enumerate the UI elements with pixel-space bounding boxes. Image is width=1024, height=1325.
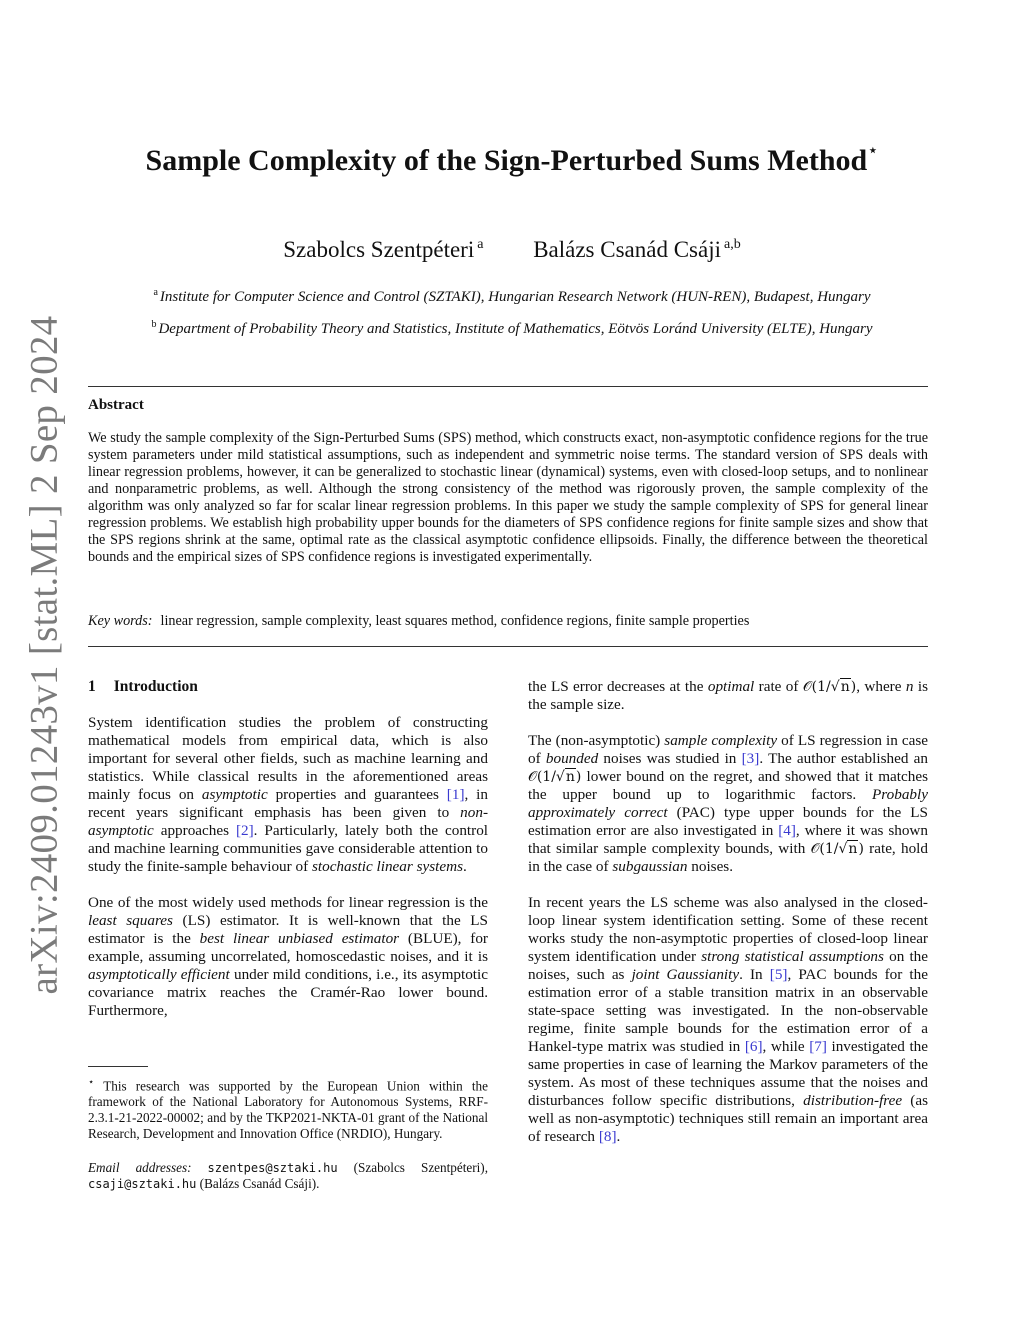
paper-title [0, 140, 1024, 178]
email-footnote: Email addresses: szentpes@sztaki.hu (Szabolcs Szentpéteri), csaji@sztaki.hu (Balázs Csanád Csáji). [88, 1160, 488, 1192]
keywords-label: Key words: [88, 613, 153, 629]
keywords-text: linear regression, sample complexity, least squares method, confidence regions, finite sample properties [160, 613, 750, 629]
section-number: 1 [88, 678, 96, 695]
author-1 [283, 237, 483, 263]
citation-7[interactable]: [7] [809, 1038, 827, 1055]
abstract-top-rule [88, 386, 928, 387]
intro-paragraph-4: The (non-asymptotic) sample complexity of LS regression in case of bounded noises was studied in [3]. The author established an 𝒪(1/√n) lower bound on the regret, and showed that it matches the upper bound up to logarithmic factors. Probably approximately correct (PAC) type upper bounds for the LS estimation error are also investigated in [4], where it was shown that similar sample complexity bounds, with 𝒪(1/√n) rate, hold in the case of subgaussian noises. [528, 732, 929, 875]
citation-6[interactable]: [6] [744, 1038, 763, 1055]
keywords [88, 613, 928, 630]
right-column [528, 678, 928, 1164]
footnote-rule [88, 1066, 148, 1067]
arxiv-identifier-text: arXiv:2409.01243v1 [stat.ML] 2 Sep 2024 [22, 315, 66, 995]
intro-paragraph-2: One of the most widely used methods for linear regression is the least squares (LS) estimator. It is well-known that the LS estimator is the best linear unbiased estimator (BLUE), for example, assuming uncorrelated, homoscedastic noises, and it is asymptotically efficient under mild conditions, i.e., its asymptotic covariance matrix reaches the Cramér-Rao lower bound. Furthermore, [88, 894, 488, 1019]
big-o-expression: 𝒪(1/√n) [810, 841, 864, 857]
left-column [88, 678, 488, 1210]
big-o-expression: 𝒪(1/√n) [802, 679, 857, 695]
funding-footnote [88, 1075, 488, 1142]
email-link-1[interactable]: szentpes@sztaki.hu [207, 1161, 338, 1176]
section-title: Introduction [113, 678, 198, 695]
author-2-affil: a,b [724, 237, 741, 252]
abstract-text: We study the sample complexity of the Sign-Perturbed Sums (SPS) method, which constructs exact, non-asymptotic confidence regions for the true system parameters under mild statistical assumptions, such as independent and symmetric noise terms. The standard version of SPS deals with linear regression problems, however, it can be generalized to stochastic linear (dynamical) systems, even with closed-loop setups, and to nonlinear and nonparametric problems, as well. Although the strong consistency of the method was rigorously proven, the sample complexity of the algorithm was only analyzed so far for scalar linear regression problems. In this paper we study the sample complexity of SPS for general linear regression problems. We establish high probability upper bounds for the diameters of SPS confidence regions for finite sample sizes and show that the SPS regions shrink at the same, optimal rate as the classical asymptotic confidence ellipsoids. Finally, the difference between the theoretical bounds and the empirical sizes of SPS confidence regions is investigated experimentally. [88, 430, 928, 565]
author-1-affil: a [477, 237, 484, 252]
intro-paragraph-3: the LS error decreases at the optimal rate of 𝒪(1/√n), where n is the sample size. [528, 678, 928, 713]
citation-2[interactable]: [2] [235, 822, 254, 839]
affiliation-a [0, 287, 1024, 306]
affiliation-b-text: Department of Probability Theory and Statistics, Institute of Mathematics, Eötvös Loránd University (ELTE), Hungary [158, 321, 873, 337]
author-2 [533, 237, 741, 263]
citation-8[interactable]: [8] [598, 1128, 617, 1145]
author-list [0, 237, 1024, 263]
funding-footnote-mark: ⋆ [88, 1077, 95, 1088]
affiliation-b [0, 319, 1024, 338]
citation-5[interactable]: [5] [769, 966, 788, 983]
affiliation-b-key: b [151, 319, 157, 330]
intro-paragraph-1: System identification studies the problem of constructing mathematical models from empirical data, which is also important for several other fields, such as machine learning and statistics. While classical results in the aforementioned areas mainly focus on asymptotic properties and guarantees [1], in recent years significant emphasis has been given to non-asymptotic approaches [2]. Particularly, lately both the control and machine learning communities gave considerable attention to study the finite-sample behaviour of stochastic linear systems. [88, 714, 489, 875]
author-1-name: Szabolcs Szentpéteri [283, 237, 475, 262]
big-o-expression: 𝒪(1/√n) [528, 769, 582, 785]
title-footnote-mark: ⋆ [867, 140, 879, 160]
abstract-heading: Abstract [88, 397, 144, 413]
author-2-name: Balázs Csanád Csáji [533, 237, 721, 262]
funding-footnote-text: This research was supported by the European Union within the framework of the National Laboratory for Autonomous Systems, RRF-2.3.1-21-2022-00002; and by the TKP2021-NKTA-01 grant of the National Research, Development and Innovation Office (NRDIO), Hungary. [88, 1078, 489, 1142]
email-link-2[interactable]: csaji@sztaki.hu [88, 1177, 197, 1192]
citation-4[interactable]: [4] [778, 822, 796, 839]
citation-1[interactable]: [1] [446, 786, 465, 803]
arxiv-identifier [14, 315, 74, 995]
paper-title-text: Sample Complexity of the Sign-Perturbed Sums Method [145, 144, 868, 177]
email-label: Email addresses: [88, 1160, 192, 1176]
affiliation-a-text: Institute for Computer Science and Control (SZTAKI), Hungarian Research Network (HUN-REN), Budapest, Hungary [159, 289, 871, 305]
affiliation-a-key: a [153, 287, 158, 298]
citation-3[interactable]: [3] [741, 750, 760, 767]
abstract-bottom-rule [88, 646, 928, 647]
section-heading-introduction [88, 678, 488, 696]
intro-paragraph-5: In recent years the LS scheme was also analysed in the closed-loop linear system identification setting. Some of these recent works study the non-asymptotic properties of closed-loop linear system identification under strong statistical assumptions on the noises, such as joint Gaussianity. In [5], PAC bounds for the estimation error of a stable transition matrix in an observable state-space setting was investigated. In the non-observable regime, finite sample bounds for the estimation error of a Hankel-type matrix was studied in [6], while [7] investigated the same properties in case of learning the Markov parameters of the system. As most of these techniques assume that the noises and disturbances follow specific distributions, distribution-free (as well as non-asymptotic) techniques still remain an important area of research [8]. [528, 894, 928, 1145]
